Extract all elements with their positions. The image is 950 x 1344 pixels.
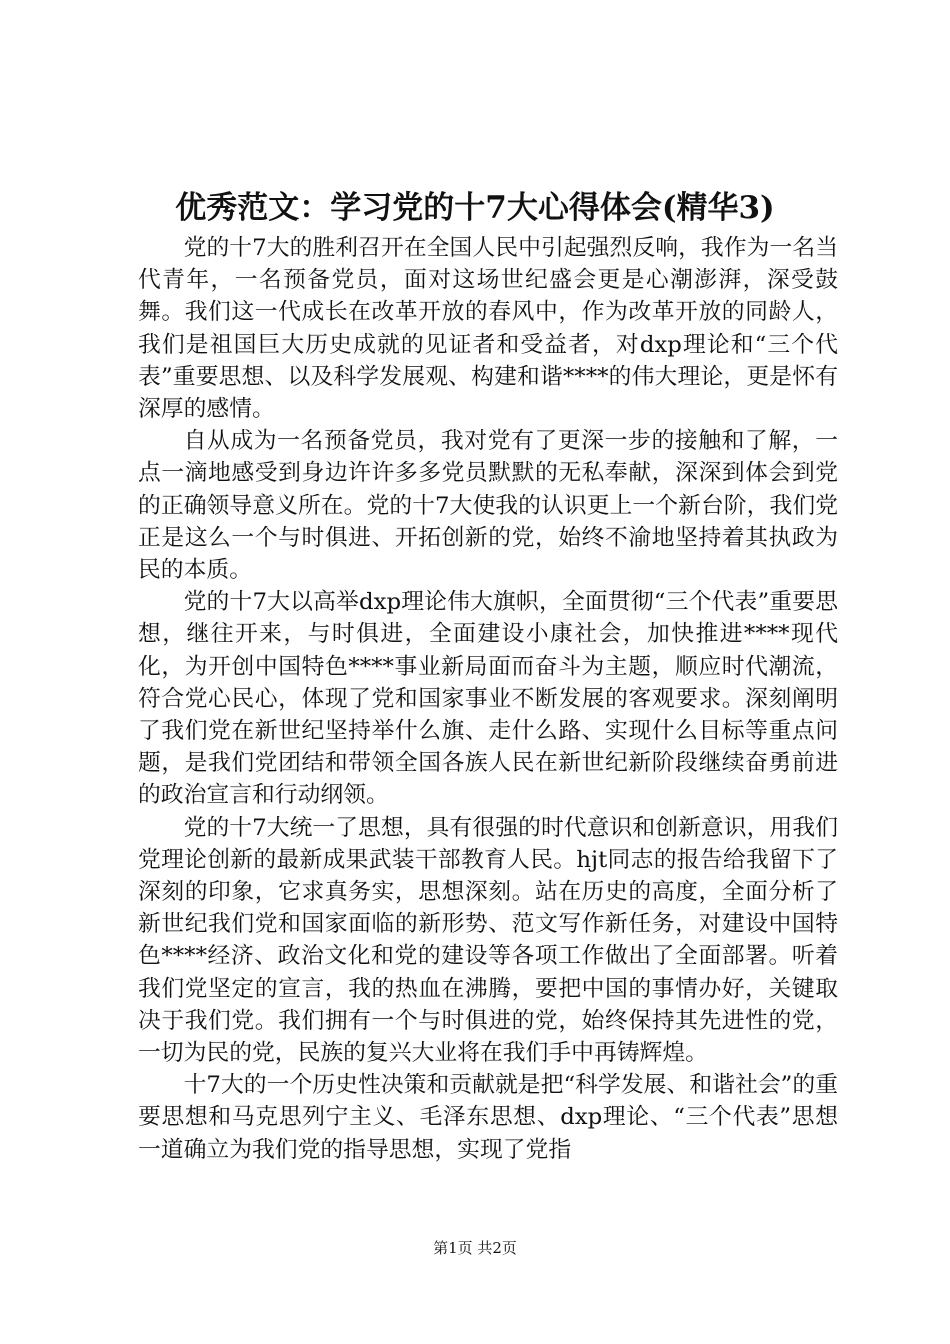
page-indicator: 第1页 共2页 [433,1239,517,1257]
document-body [138,232,838,1166]
paragraph-3: 党的十7大以高举dxp理论伟大旗帜，全面贯彻“三个代表”重要思想，继往开来，与时俱进，全面建设小康社会，加快推进****现代化，为开创中国特色****事业新局面而奋斗为主题，顺应时代潮流，符合党心民心，体现了党和国家事业不断发展的客观要求。深刻阐明了我们党在新世纪坚持举什么旗、走什么路、实现什么目标等重点问题，是我们党团结和带领全国各族人民在新世纪新阶段继续奋勇前进的政治宣言和行动纲领。 [138,589,838,809]
paragraph-1: 党的十7大的胜利召开在全国人民中引起强烈反响，我作为一名当代青年，一名预备党员，面对这场世纪盛会更是心潮澎湃，深受鼓舞。我们这一代成长在改革开放的春风中，作为改革开放的同龄人，我们是祖国巨大历史成就的见证者和受益者，对dxp理论和“三个代表”重要思想、以及科学发展观、构建和谐****的伟大理论，更是怀有深厚的感情。 [138,235,838,423]
document-title: 优秀范文：学习党的十7大心得体会(精华3) [175,190,775,226]
paragraph-4: 党的十7大统一了思想，具有很强的时代意识和创新意识，用我们党理论创新的最新成果武装干部教育人民。hjt同志的报告给我留下了深刻的印象，它求真务实，思想深刻。站在历史的高度，全面分析了新世纪我们党和国家面临的新形势、范文写作新任务，对建设中国特色****经济、政治文化和党的建设等各项工作做出了全面部署。听着我们党坚定的宣言，我的热血在沸腾，要把中国的事情办好，关键取决于我们党。我们拥有一个与时俱进的党，始终保持其先进性的党，一切为民的党，民族的复兴大业将在我们手中再铸辉煌。 [138,814,838,1067]
paragraph-5: 十7大的一个历史性决策和贡献就是把“科学发展、和谐社会”的重要思想和马克思列宁主义、毛泽东思想、dxp理论、“三个代表”思想一道确立为我们党的指导思想，实现了党指 [138,1072,838,1163]
paragraph-2: 自从成为一名预备党员，我对党有了更深一步的接触和了解，一点一滴地感受到身边许许多多党员默默的无私奉献，深深到体会到党的正确领导意义所在。党的十7大使我的认识更上一个新台阶，我们党正是这么一个与时俱进、开拓创新的党，始终不渝地坚持着其执政为民的本质。 [138,428,838,584]
